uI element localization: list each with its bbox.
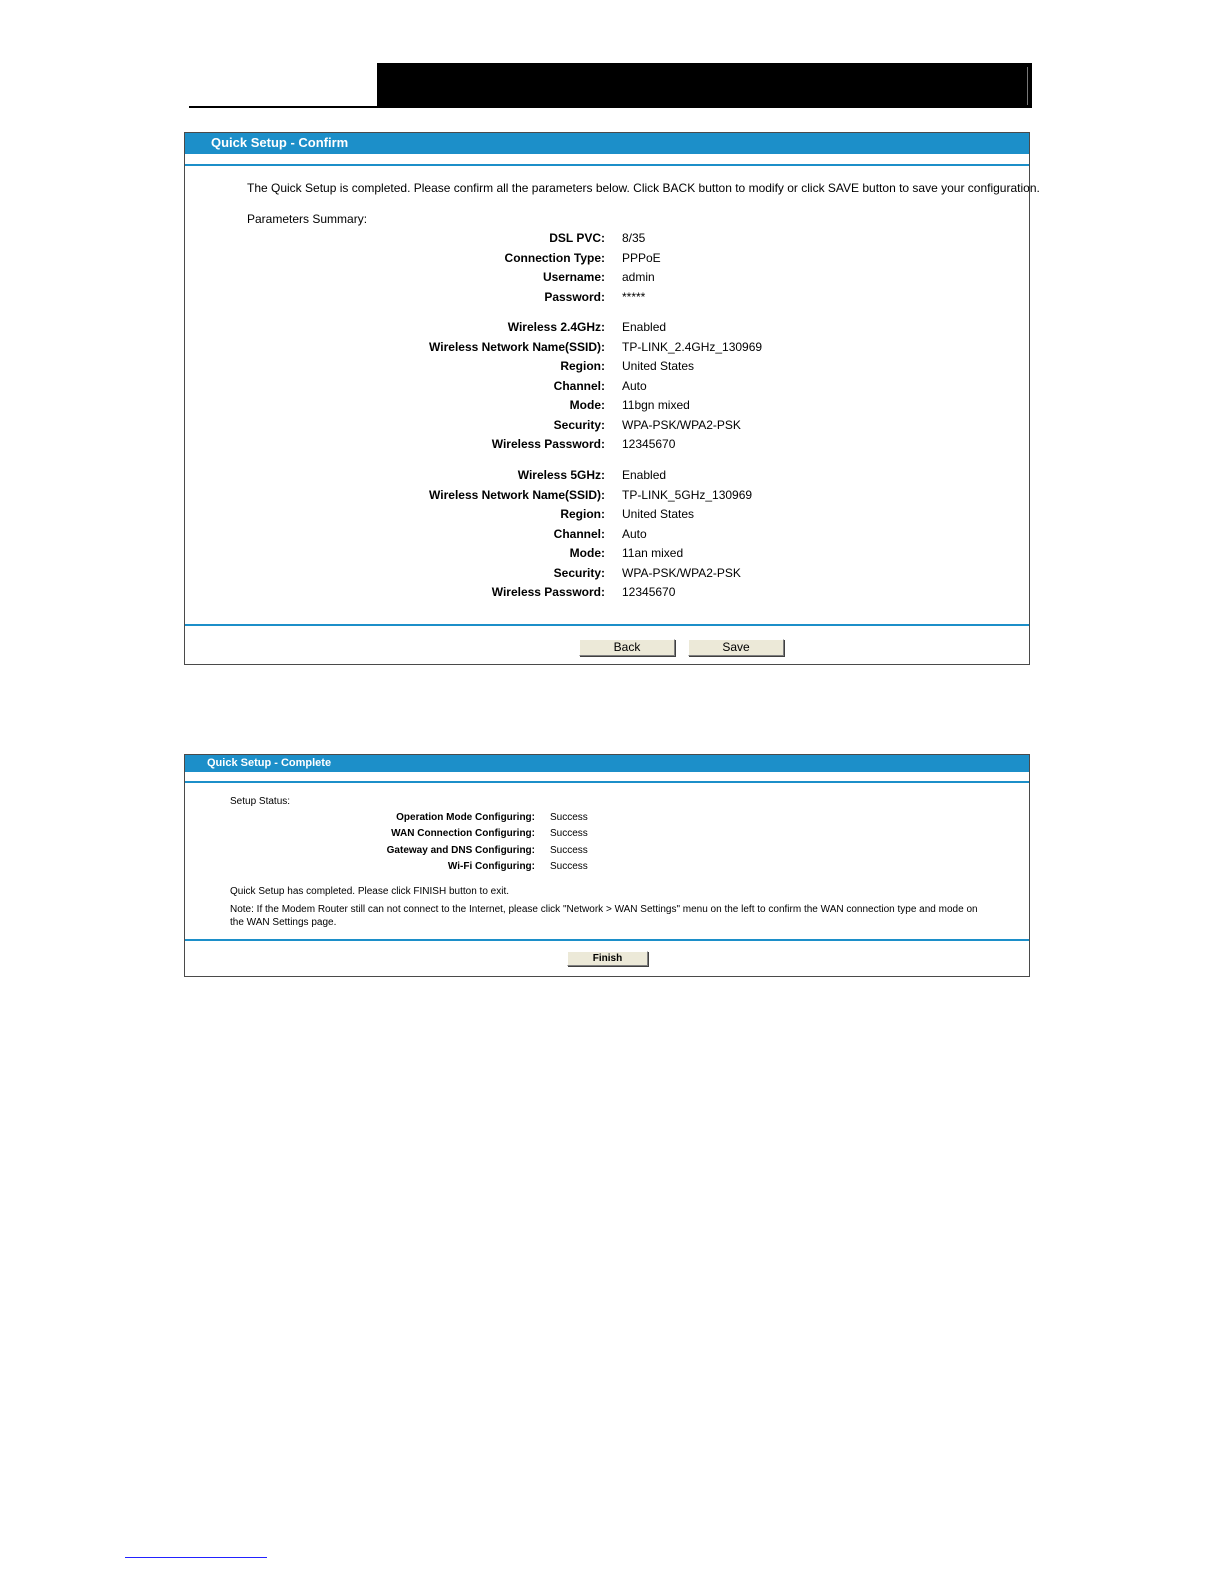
header-rule xyxy=(189,106,379,108)
param-row xyxy=(185,340,1029,359)
param-row xyxy=(185,231,1029,250)
setup-status-label: Setup Status: xyxy=(230,796,291,807)
param-value: United States xyxy=(622,507,695,521)
divider xyxy=(185,164,1029,166)
param-label: Password: xyxy=(544,290,605,304)
back-button[interactable]: Back xyxy=(579,639,675,656)
param-row xyxy=(185,527,1029,546)
param-label: Mode: xyxy=(569,546,605,560)
status-row xyxy=(185,812,1029,828)
param-value: Enabled xyxy=(622,320,667,334)
status-label: WAN Connection Configuring: xyxy=(391,828,535,839)
panel-title: Quick Setup - Complete xyxy=(185,755,1029,772)
param-label: Security: xyxy=(553,418,605,432)
param-label: Wireless Network Name(SSID): xyxy=(429,340,605,354)
param-value: 11an mixed xyxy=(622,546,684,560)
param-row xyxy=(185,320,1029,339)
param-label: Channel: xyxy=(553,527,605,541)
param-value: 11bgn mixed xyxy=(622,398,690,412)
param-label: Region: xyxy=(560,507,605,521)
param-row xyxy=(185,566,1029,585)
param-row xyxy=(185,507,1029,526)
param-label: Wireless Network Name(SSID): xyxy=(429,488,605,502)
param-value: Enabled xyxy=(622,468,667,482)
status-row xyxy=(185,861,1029,877)
param-value: WPA-PSK/WPA2-PSK xyxy=(622,418,741,432)
intro-text: The Quick Setup is completed. Please confirm all the parameters below. Click BACK button to modify or click SAVE button to save your configuration. xyxy=(247,181,1040,195)
divider xyxy=(185,624,1029,626)
param-value: Auto xyxy=(622,527,647,541)
param-label: Wireless Password: xyxy=(491,437,605,451)
status-row xyxy=(185,845,1029,861)
param-value: 12345670 xyxy=(622,585,676,599)
param-row xyxy=(185,359,1029,378)
status-label: Gateway and DNS Configuring: xyxy=(386,845,535,856)
status-label: Wi-Fi Configuring: xyxy=(447,861,535,872)
divider xyxy=(185,939,1029,941)
param-label: Mode: xyxy=(569,398,605,412)
param-label: Wireless Password: xyxy=(491,585,605,599)
panel-title: Quick Setup - Confirm xyxy=(185,133,1029,154)
quick-setup-confirm-panel xyxy=(184,132,1040,665)
param-row xyxy=(185,398,1029,417)
param-label: DSL PVC: xyxy=(549,231,605,245)
param-label: Wireless 2.4GHz: xyxy=(507,320,605,334)
param-label: Region: xyxy=(560,359,605,373)
param-row xyxy=(185,418,1029,437)
status-value: Success xyxy=(550,845,588,856)
param-label: Channel: xyxy=(553,379,605,393)
param-label: Username: xyxy=(542,270,605,284)
param-row xyxy=(185,585,1029,604)
param-value: TP-LINK_2.4GHz_130969 xyxy=(622,340,763,354)
status-value: Success xyxy=(550,812,588,823)
param-row xyxy=(185,270,1029,289)
param-value: admin xyxy=(622,270,655,284)
footer-link-underline xyxy=(125,1557,267,1558)
param-value: United States xyxy=(622,359,695,373)
status-value: Success xyxy=(550,861,588,872)
parameters-summary-label: Parameters Summary: xyxy=(247,212,368,226)
param-row xyxy=(185,290,1029,309)
param-value: 8/35 xyxy=(622,231,646,245)
header-bar xyxy=(377,63,1032,108)
param-label: Wireless 5GHz: xyxy=(517,468,605,482)
param-value: WPA-PSK/WPA2-PSK xyxy=(622,566,741,580)
param-row xyxy=(185,468,1029,487)
quick-setup-complete-panel xyxy=(184,754,1030,977)
status-row xyxy=(185,828,1029,844)
param-value: TP-LINK_5GHz_130969 xyxy=(622,488,753,502)
param-row xyxy=(185,379,1029,398)
param-value: PPPoE xyxy=(622,251,661,265)
param-label: Security: xyxy=(553,566,605,580)
param-value: 12345670 xyxy=(622,437,676,451)
param-label: Connection Type: xyxy=(504,251,605,265)
status-value: Success xyxy=(550,828,588,839)
save-button[interactable]: Save xyxy=(688,639,784,656)
status-label: Operation Mode Configuring: xyxy=(396,812,535,823)
finish-button[interactable]: Finish xyxy=(567,951,648,966)
param-row xyxy=(185,251,1029,270)
divider xyxy=(185,781,1029,783)
param-row xyxy=(185,488,1029,507)
param-row xyxy=(185,437,1029,456)
note-text: Note: If the Modem Router still can not connect to the Internet, please click "Network > WAN Settings" menu on the left to confirm the WAN connection type and mode on the WAN Settings page. xyxy=(230,904,978,928)
param-value: Auto xyxy=(622,379,647,393)
param-value: ***** xyxy=(622,290,646,304)
completion-message: Quick Setup has completed. Please click FINISH button to exit. xyxy=(230,886,510,897)
param-row xyxy=(185,546,1029,565)
